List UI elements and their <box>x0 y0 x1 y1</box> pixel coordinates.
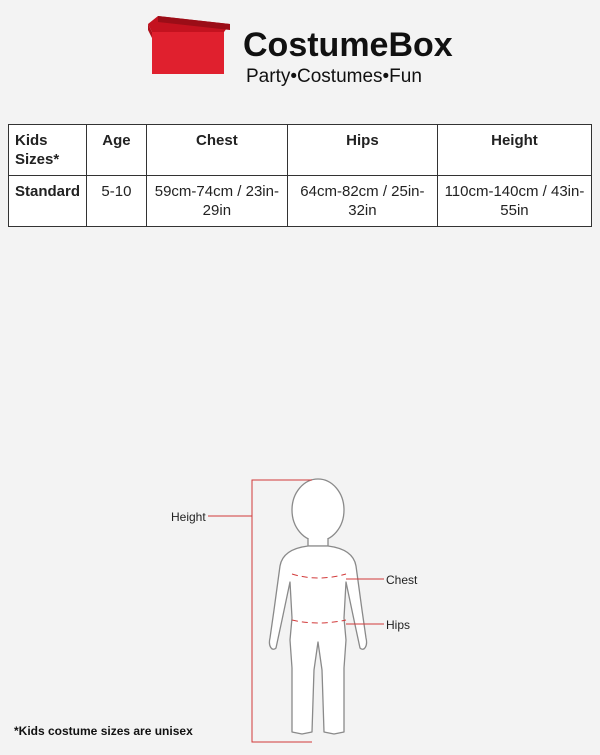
brand-logo <box>146 14 466 87</box>
label-hips: Hips <box>386 618 411 632</box>
header-hips: Hips <box>287 125 437 176</box>
label-height: Height <box>171 510 206 524</box>
footnote: *Kids costume sizes are unisex <box>14 724 193 738</box>
header-chest: Chest <box>146 125 287 176</box>
cell-size: Standard <box>9 176 87 227</box>
cell-hips: 64cm-82cm / 25in-32in <box>287 176 437 227</box>
size-chart-table <box>8 124 592 227</box>
cell-age: 5-10 <box>87 176 147 227</box>
measurement-figure <box>0 470 600 750</box>
brand-tagline: Party•Costumes•Fun <box>246 66 422 87</box>
table-row <box>9 176 592 227</box>
header-kids-sizes: Kids Sizes* <box>9 125 87 176</box>
cell-chest: 59cm-74cm / 23in-29in <box>146 176 287 227</box>
header-age: Age <box>87 125 147 176</box>
cell-height: 110cm-140cm / 43in-55in <box>437 176 591 227</box>
header-height: Height <box>437 125 591 176</box>
label-chest: Chest <box>386 573 418 587</box>
brand-name: CostumeBox <box>243 26 453 64</box>
table-header-row <box>9 125 592 176</box>
child-silhouette-icon <box>0 470 600 750</box>
box-icon <box>146 14 232 78</box>
